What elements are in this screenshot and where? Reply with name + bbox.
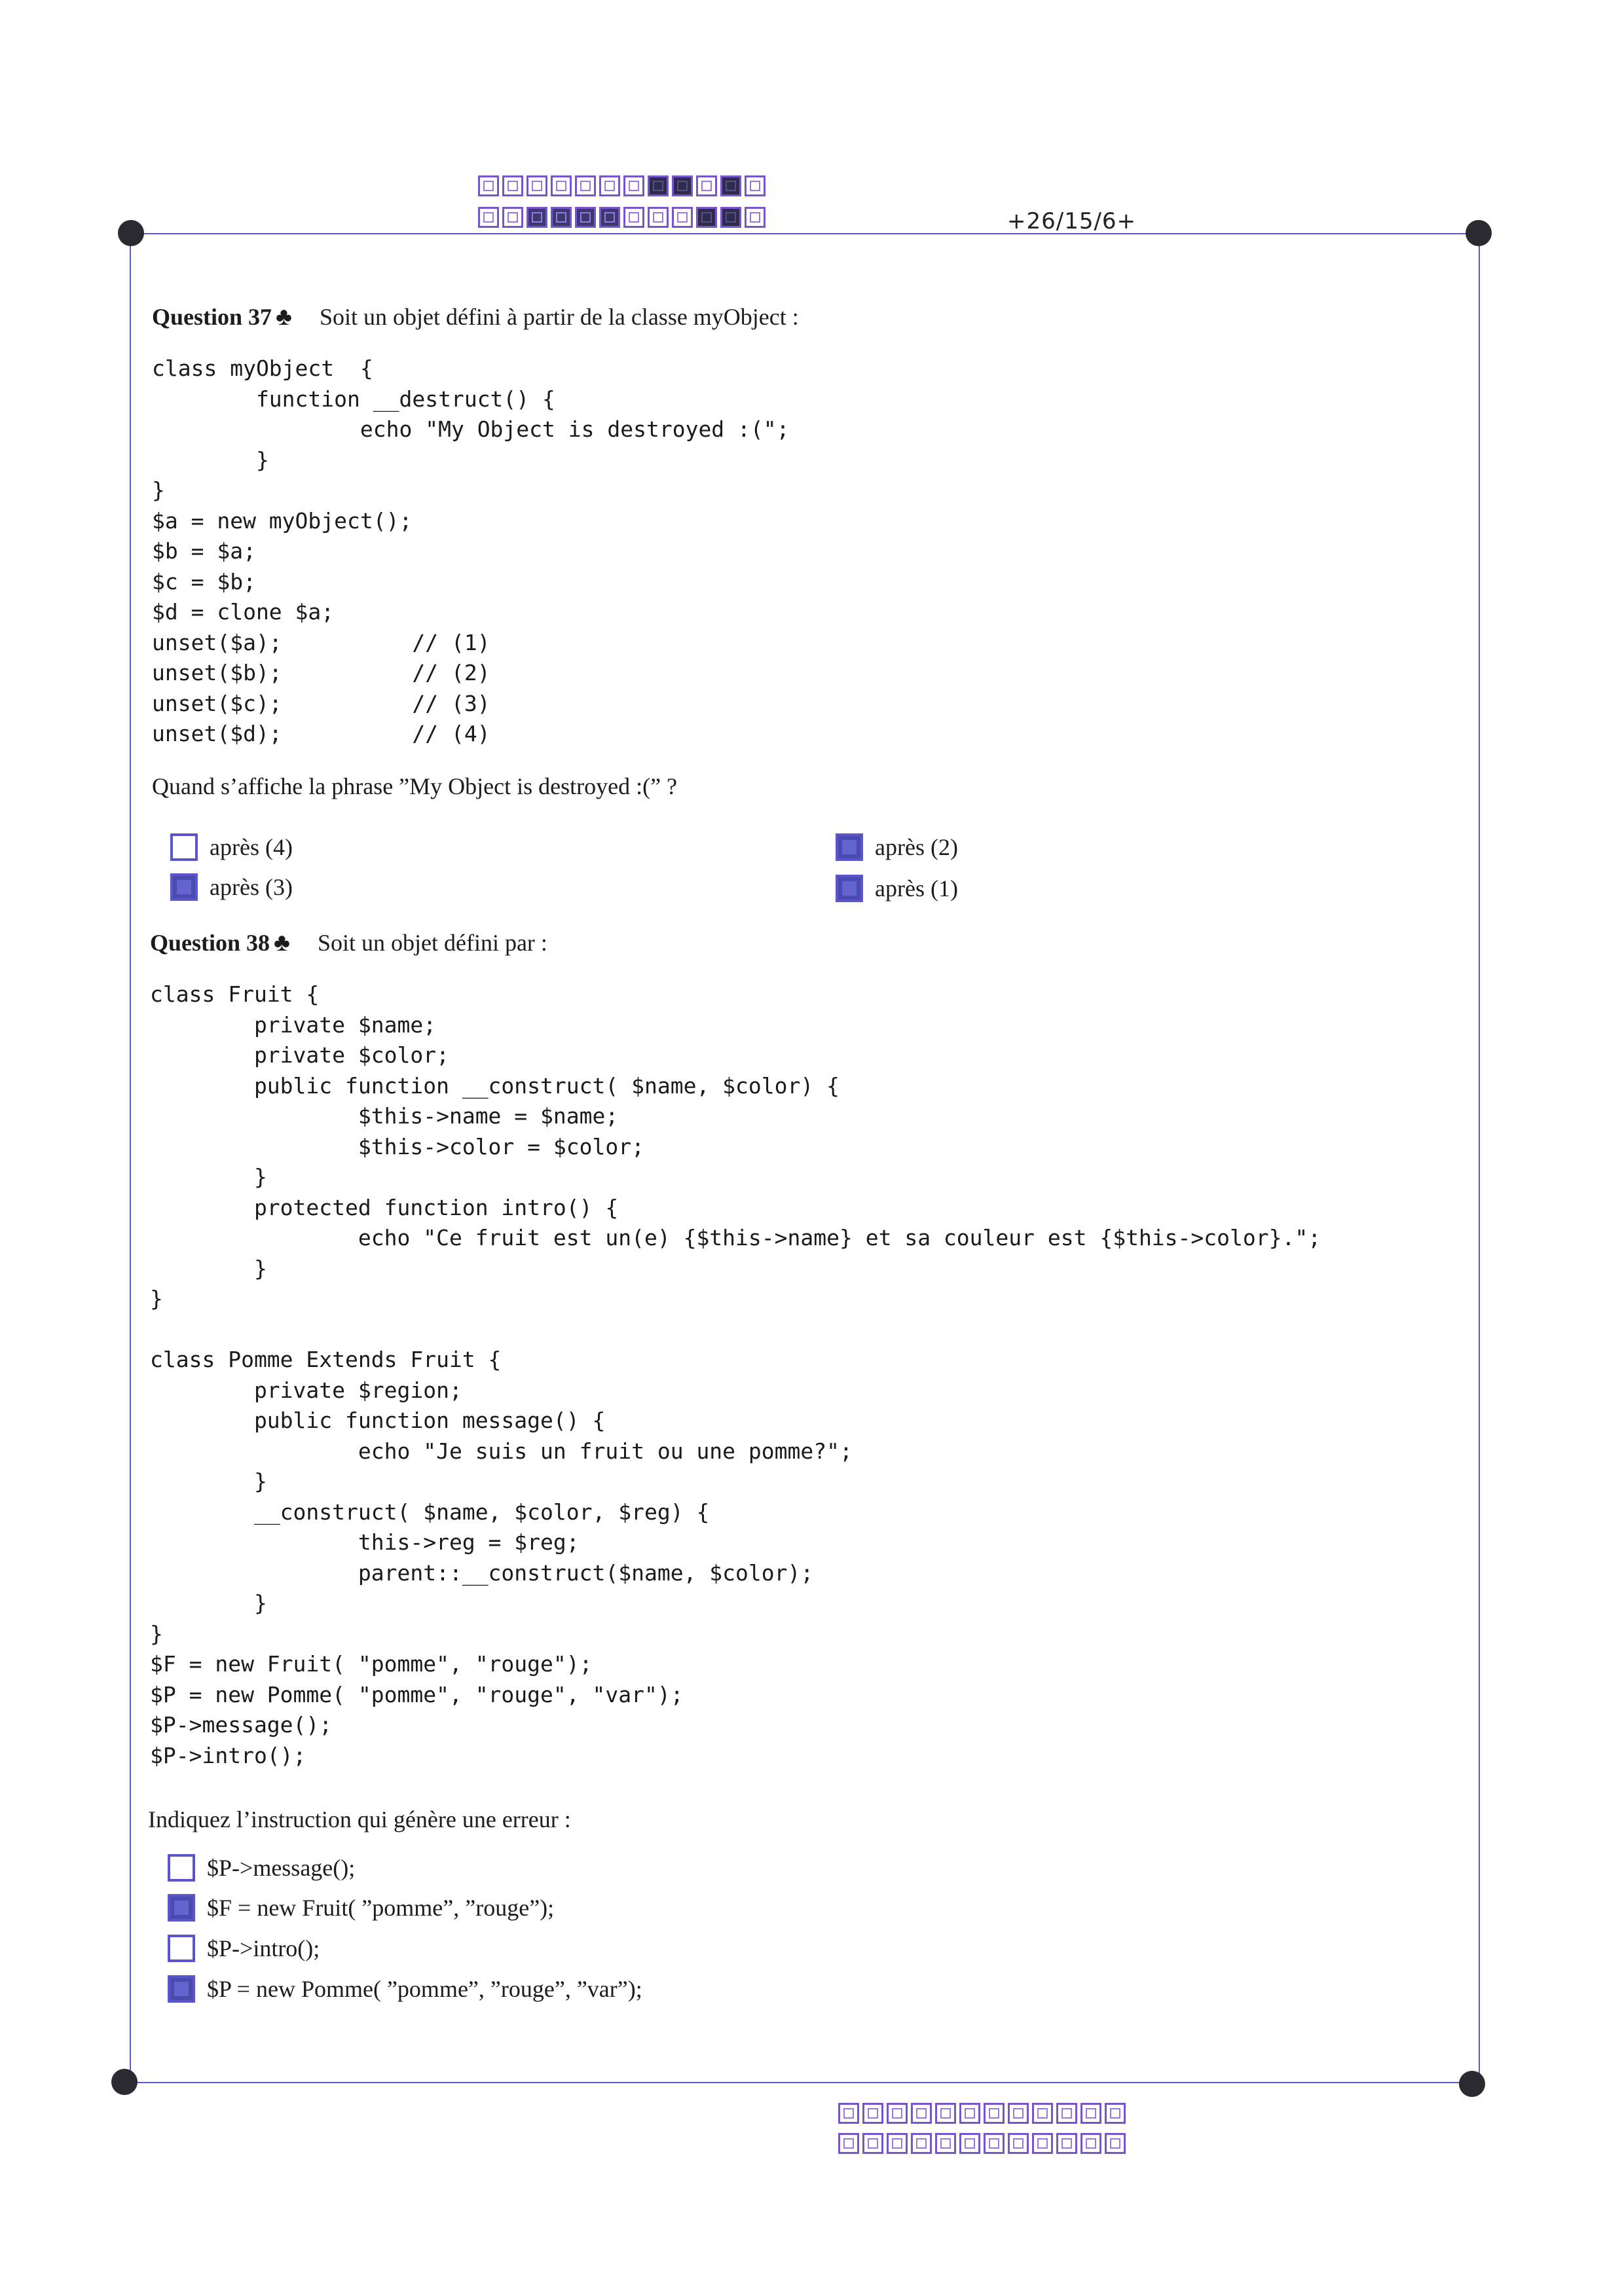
- q37-answer-3[interactable]: [836, 833, 958, 861]
- barcode-bottom-row-1: [838, 2103, 1129, 2124]
- barcode-bottom-row-2: [838, 2133, 1129, 2154]
- answer-label: après (3): [210, 874, 293, 900]
- answer-label: $P = new Pomme( ”pomme”, ”rouge”, ”var”);: [207, 1976, 642, 2002]
- question-38-code: class Fruit { private $name; private $color; public function __construct( $name, $color) { $this->name = $name; $this->color = $color; } protected function intro() { echo "Ce fruit est un(e) {$this->name} et sa couleur est {$this->color}."; } } class Pomme Extends Fruit { private $region; public function message() { echo "Je suis un fruit ou une pomme?"; } __construct( $name, $color, $reg) { this->reg = $reg; parent::__construct($name, $color); } } $F = new Fruit( "pomme", "rouge"); $P = new Pomme( "pomme", "rouge", "var"); $P->message(); $P->intro();: [150, 981, 1321, 1768]
- checkbox[interactable]: [836, 833, 863, 861]
- corner-mark-bottom-left: [111, 2069, 138, 2095]
- answer-label: après (4): [210, 834, 293, 860]
- answer-label: $F = new Fruit( ”pomme”, ”rouge”);: [207, 1895, 555, 1921]
- question-37-code: class myObject { function __destruct() { echo "My Object is destroyed :("; } } $a = new myObject(); $b = $a; $c = $b; $d = clone $a; unset($a); // (1) unset($b); // (2) unset($c); // (3) unset($d); // (4): [152, 355, 790, 746]
- club-icon: ♣: [276, 303, 292, 331]
- question-38-header: [150, 928, 547, 957]
- barcode-top-row-1: [478, 175, 769, 196]
- question-37-label: Question 37: [152, 304, 272, 330]
- checkbox[interactable]: [168, 1854, 195, 1882]
- q38-answer-2[interactable]: [168, 1894, 554, 1922]
- corner-mark-bottom-right: [1459, 2071, 1485, 2097]
- question-38-text: Soit un objet défini par :: [317, 930, 547, 956]
- checkbox[interactable]: [168, 1975, 195, 2003]
- q38-answer-4[interactable]: [168, 1975, 642, 2003]
- question-37-header: [152, 302, 799, 331]
- checkbox[interactable]: [170, 873, 198, 901]
- question-38-label: Question 38: [150, 930, 270, 956]
- answer-label: après (1): [875, 875, 958, 902]
- q37-answer-1[interactable]: [170, 833, 293, 861]
- q38-answer-1[interactable]: [168, 1854, 355, 1882]
- answer-label: après (2): [875, 834, 958, 860]
- frame-left: [130, 233, 131, 2083]
- checkbox[interactable]: [836, 875, 863, 902]
- corner-mark-top-right: [1466, 220, 1492, 246]
- frame-top: [131, 233, 1480, 234]
- question-37-prompt: Quand s’affiche la phrase ”My Object is destroyed :(” ?: [152, 773, 678, 799]
- q37-answer-4[interactable]: [836, 875, 958, 902]
- checkbox[interactable]: [168, 1894, 195, 1922]
- q37-answer-2[interactable]: [170, 873, 293, 901]
- corner-mark-top-left: [118, 220, 144, 246]
- frame-right: [1479, 233, 1480, 2083]
- club-icon: ♣: [274, 929, 290, 957]
- page-id: +26/15/6+: [1007, 208, 1137, 234]
- checkbox[interactable]: [168, 1935, 195, 1962]
- question-37-text: Soit un objet défini à partir de la classe myObject :: [319, 304, 799, 330]
- checkbox[interactable]: [170, 833, 198, 861]
- q38-answer-3[interactable]: [168, 1935, 320, 1962]
- question-38-prompt: Indiquez l’instruction qui génère une erreur :: [148, 1806, 571, 1832]
- answer-label: $P->intro();: [207, 1935, 320, 1961]
- answer-label: $P->message();: [207, 1855, 356, 1881]
- frame-bottom: [124, 2082, 1473, 2083]
- barcode-top-row-2: [478, 207, 769, 228]
